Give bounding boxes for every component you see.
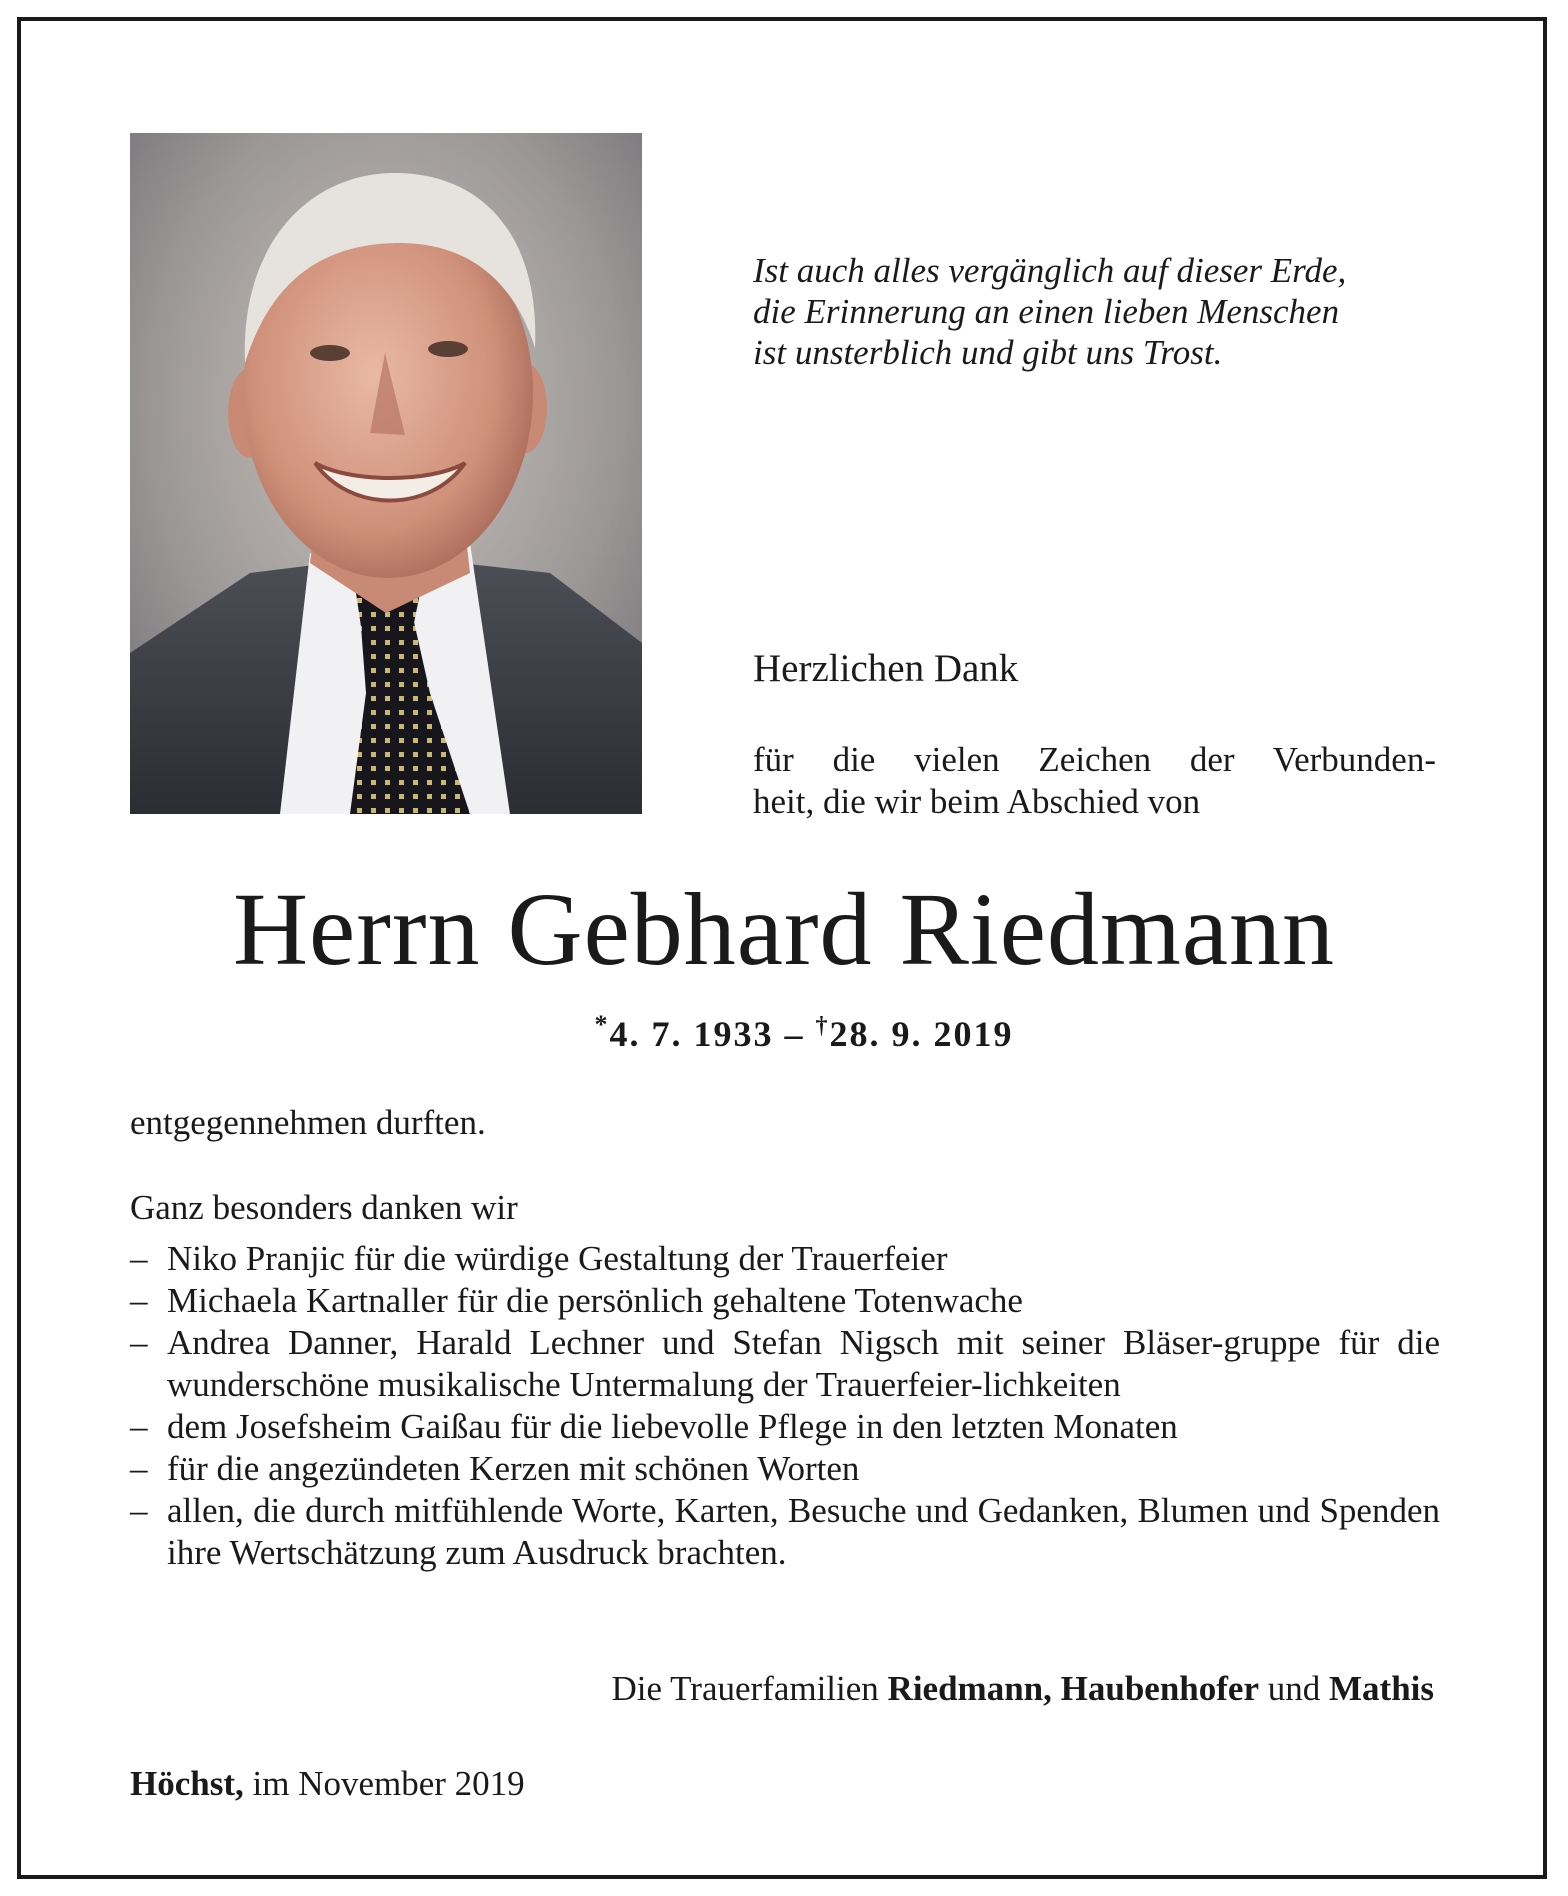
- thanks-intro: Ganz besonders danken wir: [130, 1188, 518, 1227]
- memorial-quote: [753, 250, 1453, 373]
- death-date: 28. 9. 2019: [829, 1014, 1014, 1054]
- list-item: – dem Josefsheim Gaißau für die liebevolle Pflege in den letzten Monaten: [130, 1407, 1178, 1446]
- list-dash: –: [130, 1239, 148, 1278]
- list-item: – Andrea Danner, Harald Lechner und Stefan Nigsch mit seiner Bläser-gruppe für die wunderschöne musikalische Untermalung der Trauerfeier-lichkeiten: [130, 1323, 1440, 1404]
- place-and-date: [130, 1764, 525, 1804]
- list-dash: –: [130, 1407, 148, 1446]
- signature-prefix: Die Trauerfamilien: [611, 1669, 879, 1708]
- list-dash: –: [130, 1491, 148, 1530]
- quote-line: die Erinnerung an einen lieben Menschen: [753, 292, 1340, 331]
- thanks-line: heit, die wir beim Abschied von: [753, 782, 1201, 821]
- list-dash: –: [130, 1323, 148, 1362]
- family-name: Mathis: [1329, 1669, 1434, 1708]
- place-town: Höchst,: [130, 1764, 244, 1803]
- date-separator: –: [784, 1014, 805, 1054]
- thanks-list: [130, 1238, 1440, 1574]
- death-symbol: †: [815, 1013, 830, 1039]
- portrait-photo: [130, 133, 642, 814]
- continuation-text: entgegennehmen durften.: [130, 1103, 486, 1142]
- place-date: im November 2019: [252, 1764, 525, 1803]
- family-name: Haubenhofer: [1060, 1669, 1259, 1708]
- life-dates: [0, 1010, 1568, 1055]
- list-item: – für die angezündeten Kerzen mit schönen Worten: [130, 1449, 860, 1488]
- thanks-line: für die vielen Zeichen der Verbunden-: [753, 740, 1436, 779]
- signature-connector: und: [1267, 1669, 1321, 1708]
- family-name: Riedmann,: [887, 1669, 1052, 1708]
- birth-date: 4. 7. 1933: [609, 1014, 774, 1054]
- thanks-heading: Herzlichen Dank: [753, 647, 1019, 690]
- family-signature: [611, 1669, 1434, 1709]
- quote-line: ist unsterblich und gibt uns Trost.: [753, 333, 1223, 372]
- birth-symbol: *: [594, 1010, 610, 1039]
- quote-line: Ist auch alles vergänglich auf dieser Erde,: [753, 251, 1347, 290]
- list-dash: –: [130, 1449, 148, 1488]
- list-item: – Niko Pranjic für die würdige Gestaltung der Trauerfeier: [130, 1239, 948, 1278]
- deceased-name: Herrn Gebhard Riedmann: [232, 872, 1336, 987]
- list-item: – Michaela Kartnaller für die persönlich gehaltene Totenwache: [130, 1281, 1023, 1320]
- list-dash: –: [130, 1281, 148, 1320]
- list-item: – allen, die durch mitfühlende Worte, Karten, Besuche und Gedanken, Blumen und Spenden ihre Wertschätzung zum Ausdruck brachten.: [130, 1491, 1440, 1572]
- thanks-text: [753, 739, 1436, 823]
